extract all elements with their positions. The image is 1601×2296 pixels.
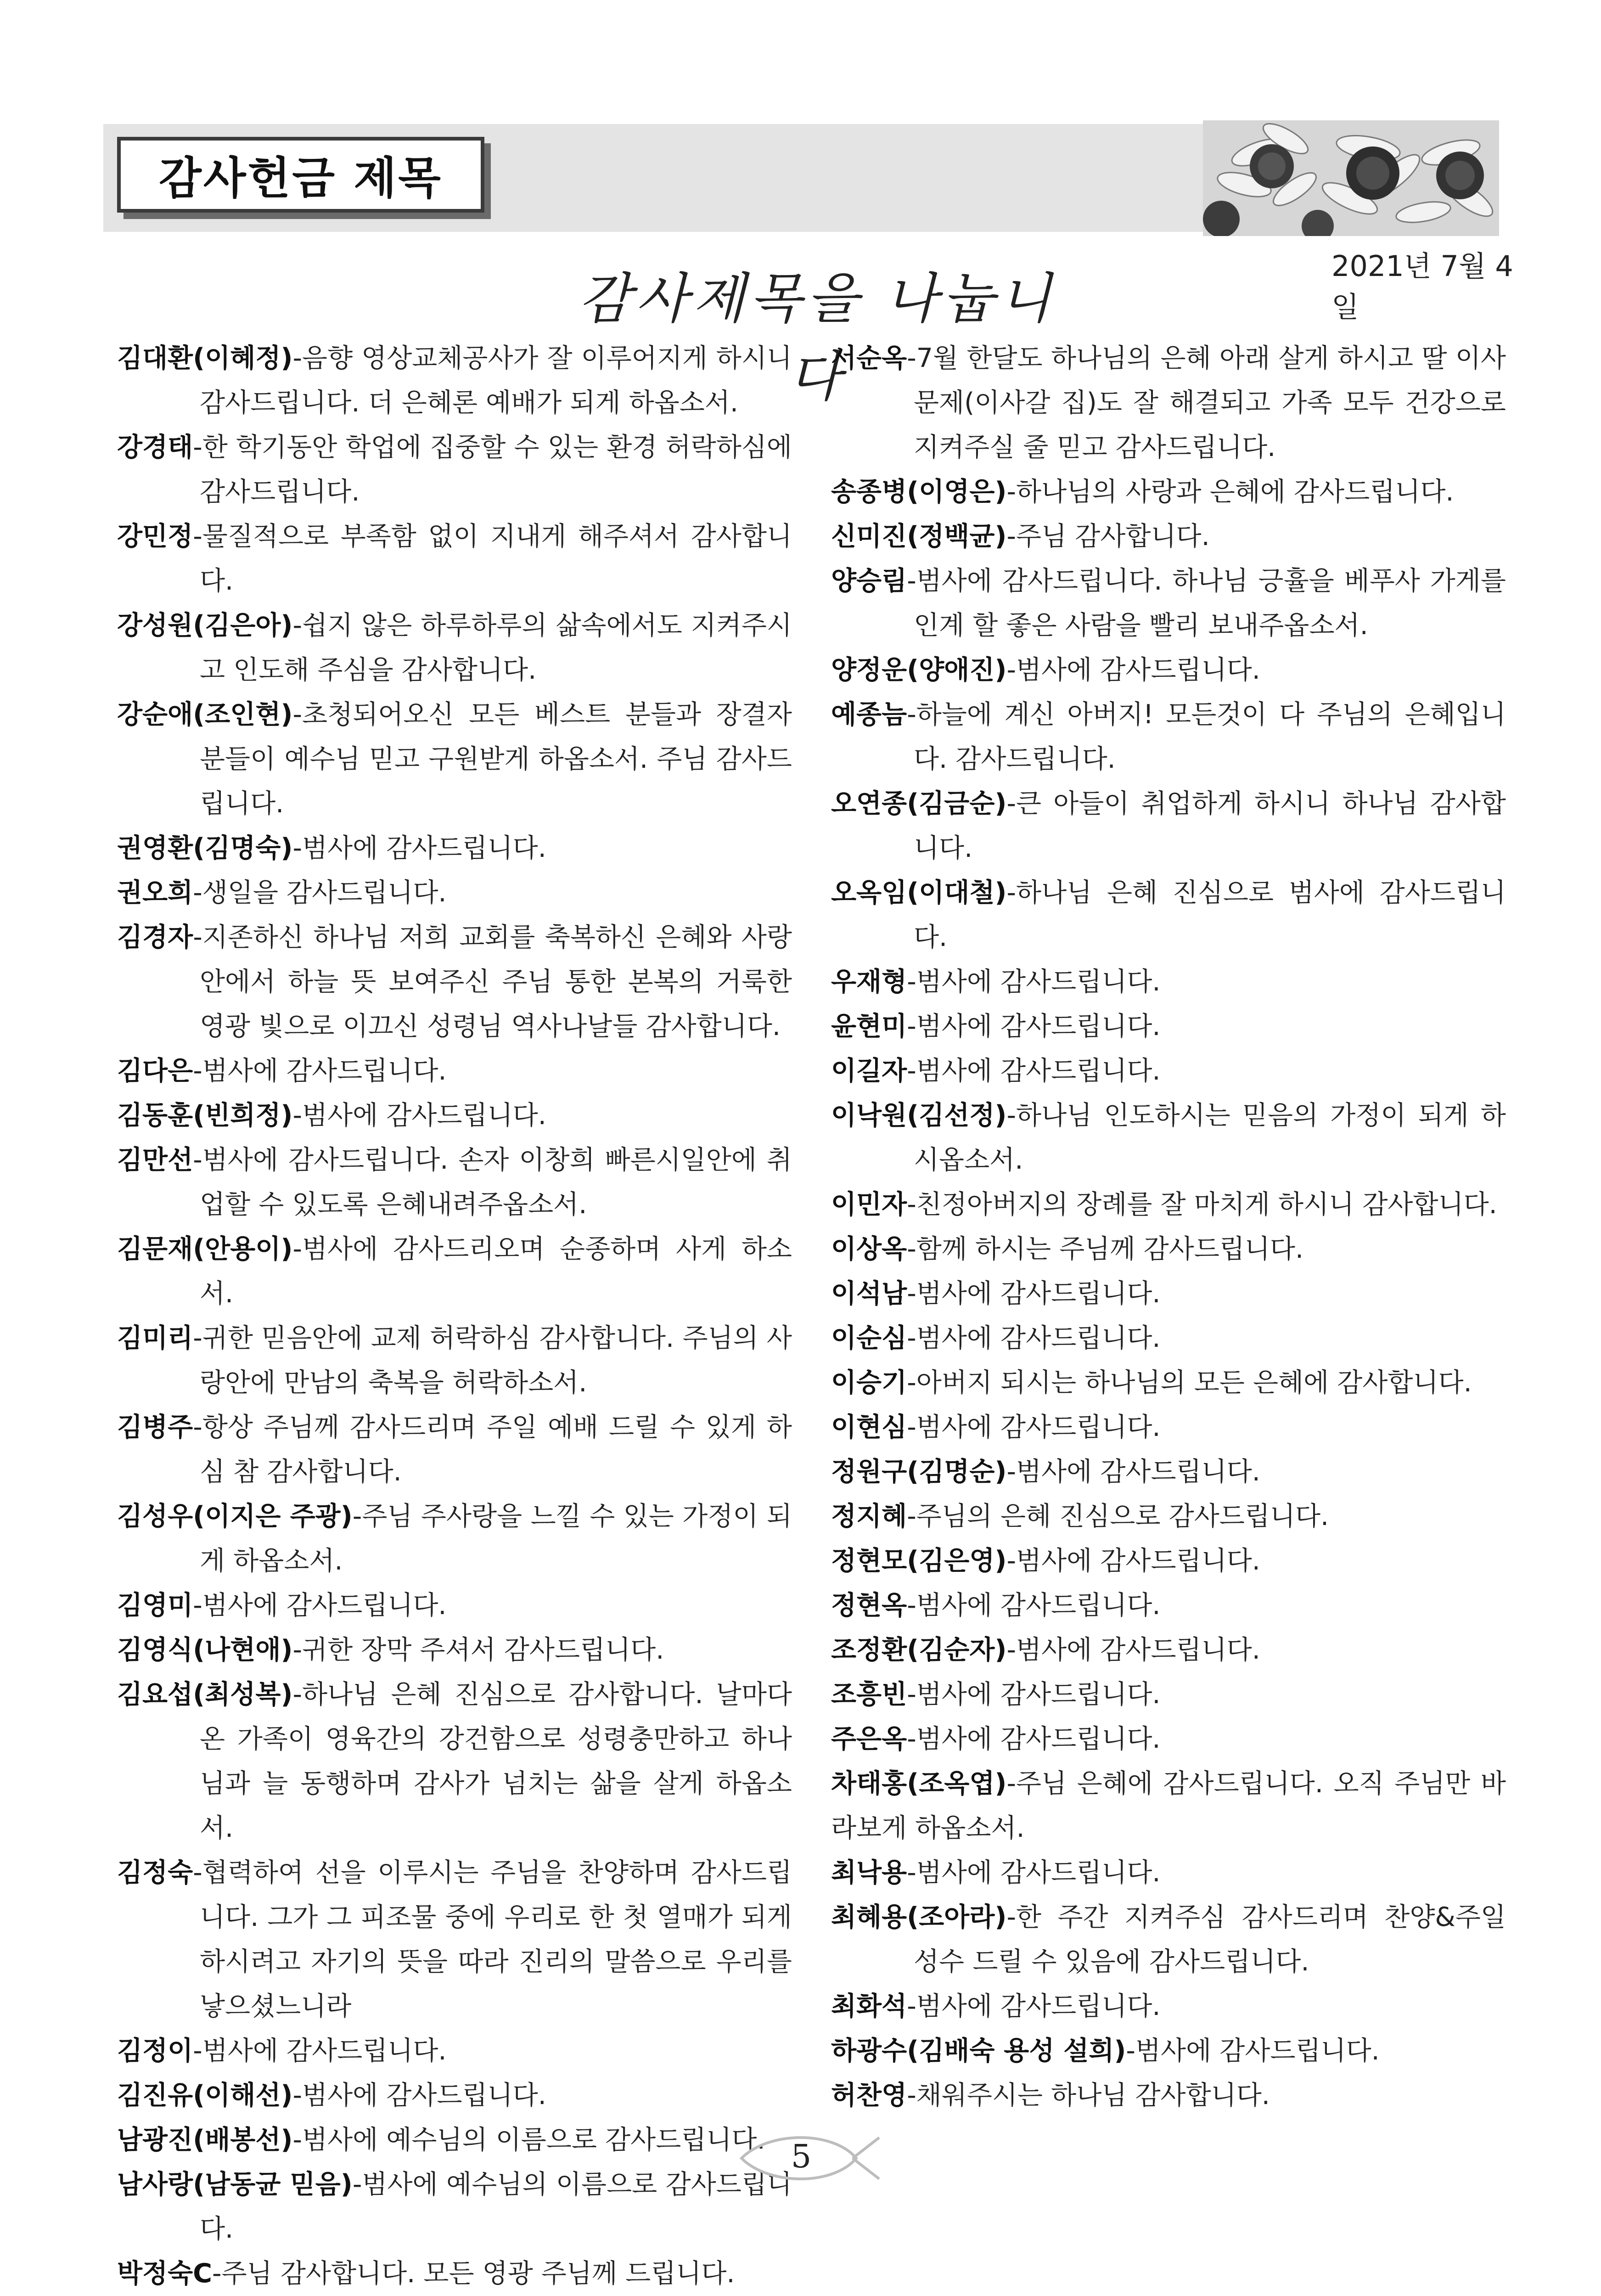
donor-name: 정지혜	[831, 1501, 907, 1531]
page-title: 감사헌금 제목	[117, 137, 484, 213]
thanks-text: -범사에 감사드리오며 순종하며 사게 하소서.	[200, 1234, 792, 1309]
thanks-text: -범사에 감사드립니다.	[907, 1323, 1161, 1353]
donor-name: 김경자	[117, 922, 193, 952]
donor-name: 조흥빈	[831, 1679, 907, 1710]
donor-name: 김영미	[117, 1590, 193, 1621]
donor-name: 차태홍(조옥엽)	[831, 1768, 1007, 1799]
thanks-text: -범사에 감사드립니다.	[292, 1100, 546, 1131]
list-item	[831, 559, 1506, 648]
thanks-text: -한 주간 지켜주심 감사드리며 찬양&주일 성수 드릴 수 있음에 감사드립니다.	[914, 1902, 1506, 1977]
donor-name: 김영식(나현애)	[117, 1635, 293, 1665]
list-item	[831, 2073, 1506, 2118]
list-item	[831, 1049, 1506, 1093]
donor-name: 정현옥	[831, 1590, 907, 1621]
sunflower-image	[1203, 120, 1499, 236]
list-item	[117, 1851, 792, 2029]
thanks-text: -범사에 감사드립니다.	[907, 1724, 1161, 1754]
thanks-text: -아버지 되시는 하나님의 모든 은혜에 감사합니다.	[907, 1367, 1472, 1398]
thanks-text: -하늘에 계신 아버지! 모든것이 다 주님의 은혜입니다. 감사드립니다.	[907, 699, 1506, 774]
list-item	[117, 1628, 792, 1672]
donor-name: 김진유(이해선)	[117, 2080, 293, 2110]
donor-name: 이석남	[831, 1278, 907, 1309]
thanks-text: -범사에 감사드립니다.	[193, 1056, 447, 1086]
donor-name: 김문재(안용이)	[117, 1234, 293, 1264]
thanks-text: -범사에 감사드립니다.	[1006, 1457, 1260, 1487]
list-item	[117, 1494, 792, 1583]
donor-name: 조정환(김순자)	[831, 1635, 1007, 1665]
thanks-text: -범사에 감사드립니다.	[292, 833, 546, 863]
donor-name: 이순심	[831, 1323, 907, 1353]
donor-name: 강성원(김은아)	[117, 610, 293, 641]
thanks-text: -범사에 감사드립니다.	[193, 2036, 447, 2066]
thanks-text: -하나님 인도하시는 믿음의 가정이 되게 하시옵소서.	[914, 1100, 1506, 1175]
list-item	[117, 1227, 792, 1316]
thanks-text: -범사에 감사드립니다.	[907, 1011, 1161, 1041]
donor-name: 김만선	[117, 1145, 193, 1175]
list-item	[831, 1583, 1506, 1628]
thanks-text: -초청되어오신 모든 베스트 분들과 장결자 분들이 예수님 믿고 구원받게 하옵소서. 주님 감사드립니다.	[200, 699, 792, 819]
donor-name: 최화석	[831, 1991, 907, 2021]
thanks-text: -범사에 감사드립니다. 하나님 긍휼을 베푸사 가게를 인계 할 좋은 사람을 빨리 보내주옵소서.	[907, 566, 1506, 641]
thanks-text: -범사에 감사드립니다.	[1126, 2036, 1380, 2066]
donor-name: 오연종(김금순)	[831, 788, 1007, 819]
list-item	[117, 2251, 792, 2296]
list-item	[831, 1761, 1506, 1851]
list-item	[117, 1583, 792, 1628]
list-item	[117, 915, 792, 1049]
thanks-text: -7월 한달도 하나님의 은혜 아래 살게 하시고 딸 이사 문제(이사갈 집)도 잘 해결되고 가족 모두 건강으로 지켜주실 줄 믿고 감사드립니다.	[907, 343, 1506, 462]
thanks-text: -주님 감사합니다.	[1006, 521, 1210, 551]
donor-name: 김대환(이혜정)	[117, 343, 293, 373]
list-item	[117, 2118, 792, 2162]
donor-name: 강순애(조인현)	[117, 699, 293, 730]
list-item	[831, 1851, 1506, 1895]
thanks-text: -주님 주사랑을 느낄 수 있는 가정이 되게 하옵소서.	[200, 1501, 792, 1576]
donor-name: 예종늠	[831, 699, 907, 730]
thanks-text: -범사에 예수님의 이름으로 감사드립니다.	[200, 2169, 792, 2244]
list-item	[117, 1049, 792, 1093]
list-item	[117, 1405, 792, 1494]
list-item	[117, 514, 792, 603]
donor-name: 이민자	[831, 1189, 907, 1220]
donor-name: 김동훈(빈희정)	[117, 1100, 293, 1131]
thanks-text: -범사에 감사드립니다.	[1006, 1546, 1260, 1576]
donor-name: 서순옥	[831, 343, 907, 373]
thanks-text: -하나님의 사랑과 은혜에 감사드립니다.	[1006, 477, 1454, 507]
page-number: 5	[791, 2138, 812, 2175]
list-item	[117, 1093, 792, 1138]
list-item	[117, 425, 792, 514]
thanks-text: -범사에 예수님의 이름으로 감사드립니다.	[292, 2125, 765, 2155]
thanks-text: -귀한 믿음안에 교제 허락하심 감사합니다. 주님의 사랑안에 만남의 축복을 허락하소서.	[193, 1323, 792, 1398]
donor-name: 정현모(김은영)	[831, 1546, 1007, 1576]
list-item	[117, 871, 792, 915]
left-column	[117, 336, 792, 2296]
donor-name: 박정숙C	[117, 2258, 213, 2289]
thanks-text: -범사에 감사드립니다.	[907, 1056, 1161, 1086]
donor-name: 하광수(김배숙 용성 설희)	[831, 2036, 1126, 2066]
thanks-text: -주님의 은혜 진심으로 감사드립니다.	[907, 1501, 1329, 1531]
thanks-text: -주님 감사합니다. 모든 영광 주님께 드립니다.	[212, 2258, 735, 2289]
donor-name: 송종병(이영은)	[831, 477, 1007, 507]
thanks-text: -범사에 감사드립니다.	[907, 1991, 1161, 2021]
thanks-text: -범사에 감사드립니다.	[907, 967, 1161, 997]
list-item	[831, 960, 1506, 1004]
thanks-text: -범사에 감사드립니다.	[907, 1412, 1161, 1442]
donor-name: 이낙원(김선정)	[831, 1100, 1007, 1131]
thanks-text: -함께 하시는 주님께 감사드립니다.	[907, 1234, 1304, 1264]
thanks-text: -범사에 감사드립니다.	[907, 1590, 1161, 1621]
list-item	[831, 336, 1506, 470]
donor-name: 양정운(양애진)	[831, 655, 1007, 685]
section-subtitle: 감사제목을 나눕니다	[579, 267, 1056, 408]
list-item	[117, 692, 792, 826]
donor-name: 이상옥	[831, 1234, 907, 1264]
donor-name: 이승기	[831, 1367, 907, 1398]
donor-name: 최혜용(조아라)	[831, 1902, 1007, 1932]
list-item	[831, 1450, 1506, 1494]
donor-name: 김정이	[117, 2036, 193, 2066]
right-column	[831, 336, 1506, 2118]
list-item	[831, 514, 1506, 559]
donor-name: 윤현미	[831, 1011, 907, 1041]
list-item	[831, 1227, 1506, 1272]
donor-name: 강민정	[117, 521, 193, 551]
thanks-text: -범사에 감사드립니다. 손자 이창희 빠른시일안에 취업할 수 있도록 은혜내려주옵소서.	[193, 1145, 792, 1220]
list-item	[117, 2162, 792, 2251]
list-item	[117, 826, 792, 871]
thanks-text: -지존하신 하나님 저희 교회를 축복하신 은혜와 사랑안에서 하늘 뜻 보여주신 주님 통한 본복의 거룩한 영광 빛으로 이끄신 성령님 역사나날들 감사합니다.	[193, 922, 792, 1041]
thanks-text: -물질적으로 부족함 없이 지내게 해주셔서 감사합니다.	[193, 521, 792, 596]
list-item	[831, 1361, 1506, 1405]
donor-name: 이길자	[831, 1056, 907, 1086]
donor-name: 양승림	[831, 566, 907, 596]
thanks-text: -귀한 장막 주셔서 감사드립니다.	[292, 1635, 664, 1665]
thanks-text: -항상 주님께 감사드리며 주일 예배 드릴 수 있게 하심 참 감사합니다.	[193, 1412, 792, 1487]
donor-name: 김병주	[117, 1412, 193, 1442]
list-item	[117, 1672, 792, 1851]
list-item	[831, 1539, 1506, 1583]
thanks-text: -쉽지 않은 하루하루의 삶속에서도 지켜주시고 인도해 주심을 감사합니다.	[200, 610, 792, 685]
list-item	[117, 603, 792, 692]
thanks-text: -범사에 감사드립니다.	[292, 2080, 546, 2110]
donor-name: 남사랑(남동균 믿음)	[117, 2169, 353, 2200]
thanks-text: -범사에 감사드립니다.	[907, 1857, 1161, 1888]
thanks-text: -친정아버지의 장례를 잘 마치게 하시니 감사합니다.	[907, 1189, 1497, 1220]
thanks-text: -음향 영상교체공사가 잘 이루어지게 하시니 감사드립니다. 더 은혜론 예배가 되게 하옵소서.	[200, 343, 792, 418]
list-item	[831, 470, 1506, 514]
donor-name: 허찬영	[831, 2080, 907, 2110]
donor-name: 김다은	[117, 1056, 193, 1086]
issue-date: 2021년 7월 4일	[1331, 249, 1513, 324]
donor-name: 권영환(김명숙)	[117, 833, 293, 863]
list-item	[831, 1316, 1506, 1361]
list-item	[831, 1272, 1506, 1316]
donor-name: 우재형	[831, 967, 907, 997]
thanks-text: -협력하여 선을 이루시는 주님을 찬양하며 감사드립니다. 그가 그 피조물 중에 우리로 한 첫 열매가 되게 하시려고 자기의 뜻을 따라 진리의 말씀으로 우리를 낳으셨느니라	[193, 1857, 792, 2021]
donor-name: 김정숙	[117, 1857, 193, 1888]
donor-name: 김미리	[117, 1323, 193, 1353]
list-item	[831, 1628, 1506, 1672]
list-item	[831, 692, 1506, 782]
list-item	[831, 1093, 1506, 1182]
list-item	[117, 336, 792, 425]
donor-name: 김성우(이지은 주광)	[117, 1501, 353, 1531]
donor-name: 오옥임(이대철)	[831, 878, 1007, 908]
thanks-text: -생일을 감사드립니다.	[193, 878, 447, 908]
thanks-text: -큰 아들이 취업하게 하시니 하나님 감사합니다.	[914, 788, 1506, 863]
list-item	[831, 1004, 1506, 1049]
list-item	[831, 871, 1506, 960]
list-item	[831, 648, 1506, 692]
list-item	[831, 1984, 1506, 2029]
thanks-text: -범사에 감사드립니다.	[907, 1679, 1161, 1710]
list-item	[117, 1138, 792, 1227]
donor-name: 남광진(배봉선)	[117, 2125, 293, 2155]
thanks-text: -한 학기동안 학업에 집중할 수 있는 환경 허락하심에 감사드립니다.	[193, 432, 792, 507]
list-item	[831, 1182, 1506, 1227]
list-item	[117, 2029, 792, 2073]
donor-name: 김요섭(최성복)	[117, 1679, 293, 1710]
thanks-text: -하나님 은혜 진심으로 범사에 감사드립니다.	[914, 878, 1506, 952]
donor-name: 정원구(김명순)	[831, 1457, 1007, 1487]
list-item	[831, 2029, 1506, 2073]
donor-name: 강경태	[117, 432, 193, 462]
thanks-text: -채워주시는 하나님 감사합니다.	[907, 2080, 1270, 2110]
list-item	[117, 2073, 792, 2118]
thanks-text: -범사에 감사드립니다.	[193, 1590, 447, 1621]
thanks-text: -범사에 감사드립니다.	[1006, 655, 1260, 685]
thanks-text: -주님 은혜에 감사드립니다. 오직 주님만 바라보게 하옵소서.	[831, 1768, 1506, 1843]
list-item	[831, 1405, 1506, 1450]
list-item	[831, 1717, 1506, 1761]
list-item	[831, 1672, 1506, 1717]
donor-name: 권오희	[117, 878, 193, 908]
donor-name: 신미진(정백균)	[831, 521, 1007, 551]
donor-name: 최낙용	[831, 1857, 907, 1888]
list-item	[831, 782, 1506, 871]
donor-name: 이현심	[831, 1412, 907, 1442]
list-item	[831, 1494, 1506, 1539]
list-item	[117, 1316, 792, 1405]
list-item	[831, 1895, 1506, 1984]
thanks-text: -범사에 감사드립니다.	[1006, 1635, 1260, 1665]
thanks-text: -하나님 은혜 진심으로 감사합니다. 날마다 온 가족이 영육간의 강건함으로 성령충만하고 하나님과 늘 동행하며 감사가 넘치는 삶을 살게 하옵소서.	[200, 1679, 792, 1843]
donor-name: 주은옥	[831, 1724, 907, 1754]
thanks-text: -범사에 감사드립니다.	[907, 1278, 1161, 1309]
